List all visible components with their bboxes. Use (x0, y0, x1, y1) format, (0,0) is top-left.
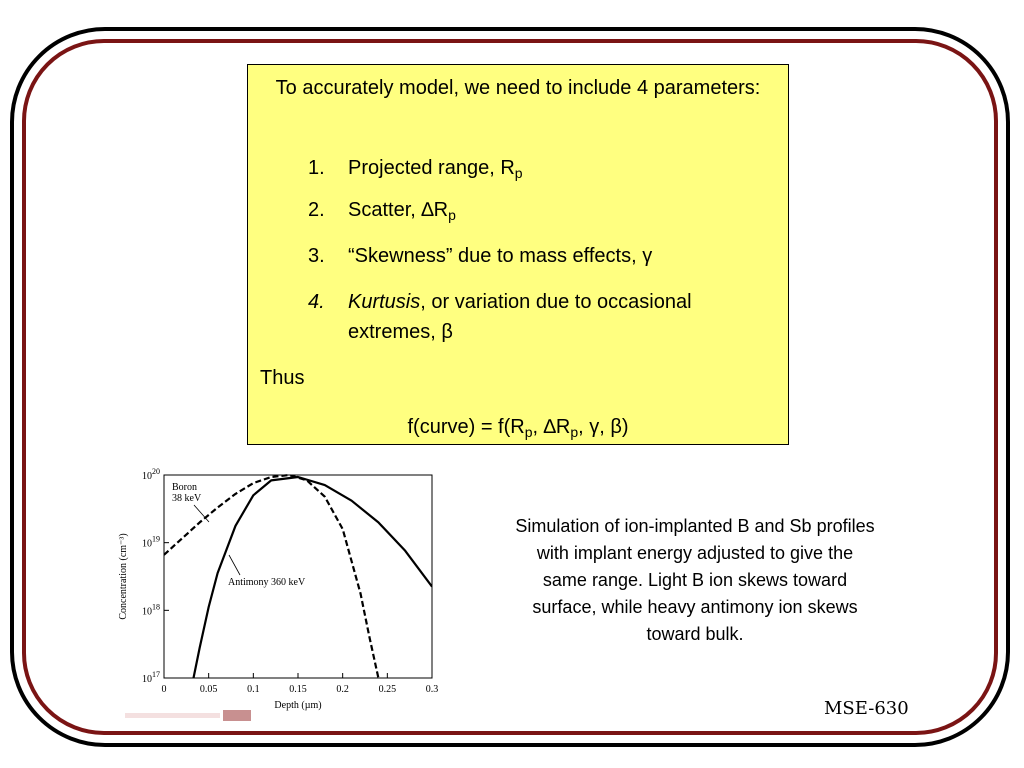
implant-profile-chart (112, 460, 447, 715)
parameter-number: 3. (308, 245, 325, 267)
x-tick-label: 0.2 (336, 684, 349, 695)
parameters-intro: To accurately model, we need to include 4 parameters: (275, 77, 761, 99)
x-tick-label: 0.1 (247, 684, 260, 695)
parameter-number: 4. (308, 291, 325, 313)
formula: f(curve) = $f(R_p$, $\Delta R_p$, γ, β) (407, 416, 629, 440)
parameter-text: “Skewness” due to mass effects, γ (348, 245, 653, 267)
y-tick-label: $10^{20}$ (142, 467, 160, 482)
y-tick-label: $10^{19}$ (142, 534, 160, 550)
y-tick-label: $10^{17}$ (142, 670, 160, 685)
parameter-text: Projected range, $R_p$ (348, 157, 523, 181)
course-label: MSE-630 (824, 698, 909, 719)
y-axis-label: Concentration (cm⁻³) (118, 533, 129, 620)
parameter-number: 1. (308, 157, 325, 179)
parameter-text: Kurtusis, or variation due to occasional extremes, β (348, 291, 692, 343)
x-tick-label: 0.05 (199, 684, 218, 695)
x-tick-label: 0.15 (289, 684, 307, 695)
thus-label: Thus (260, 367, 305, 389)
y-tick-label: $10^{18}$ (142, 602, 160, 618)
parameter-number: 2. (308, 199, 325, 221)
chart-svg (112, 460, 447, 715)
figure-caption: Simulation of ion-implanted B and Sb profiles with implant energy adjusted to give the same range. Light B ion skews toward surface, while heavy antimony ion skews toward bulk. (515, 516, 875, 644)
antimony-label: Antimony 360 keV (228, 577, 306, 588)
x-tick-label: 0 (161, 684, 167, 695)
parameters-box (247, 64, 789, 445)
footer-logo-fragment (125, 708, 255, 722)
boron-label: Boron 38 keV (172, 482, 202, 504)
antimony-leader-line (229, 555, 240, 575)
boron-leader-line (194, 505, 209, 522)
x-tick-label: 0.25 (378, 684, 397, 695)
x-tick-label: 0.3 (425, 684, 439, 695)
parameter-text: Scatter, $\Delta R_p$ (348, 199, 456, 223)
x-axis-label: Depth (µm) (274, 700, 322, 711)
